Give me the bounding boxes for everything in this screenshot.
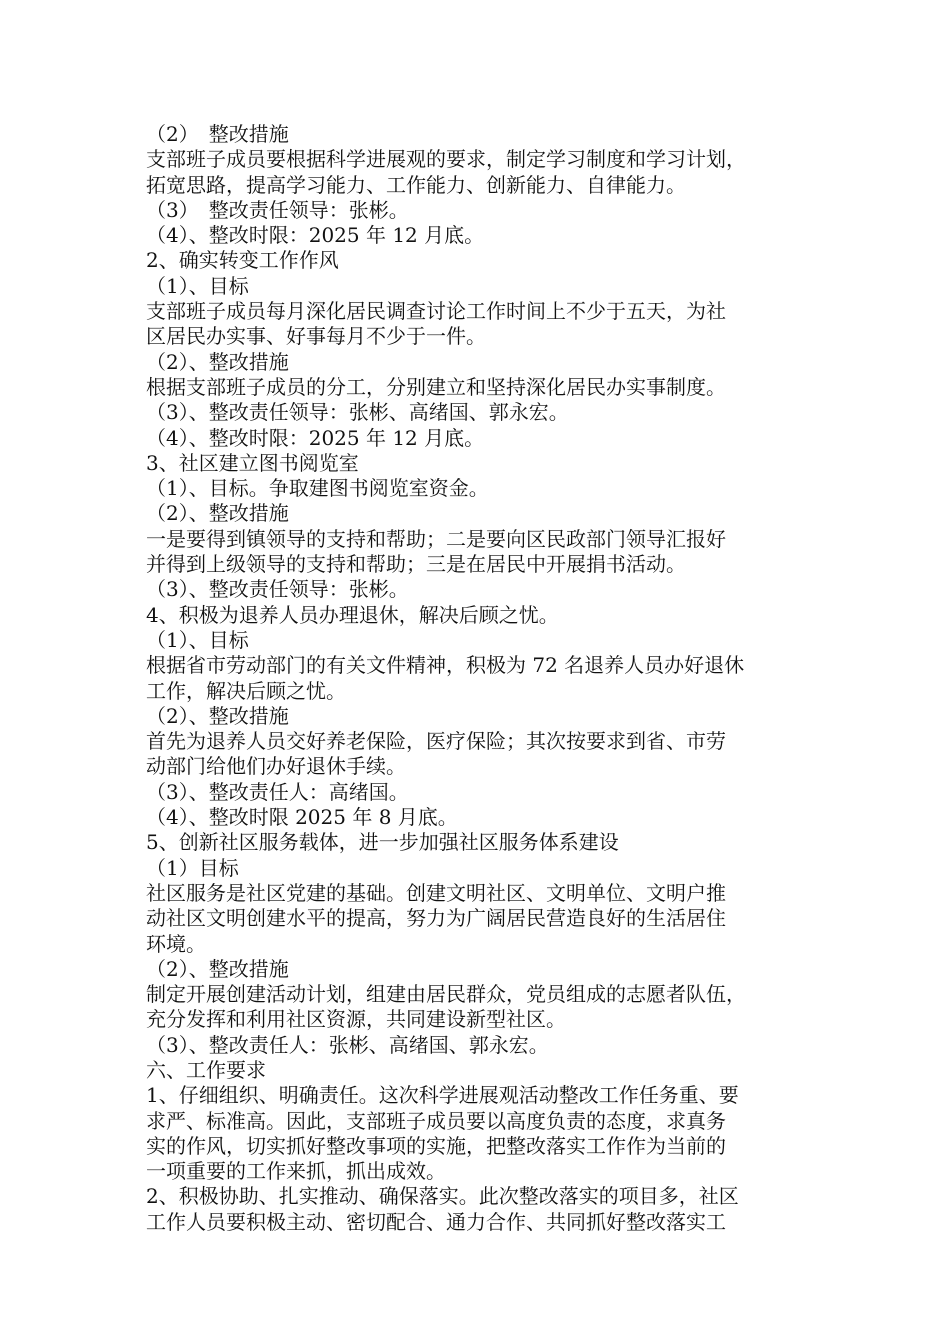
text-line: （3）、整改责任领导：张彬。 bbox=[146, 577, 409, 602]
text-line: （2）、整改措施 bbox=[146, 703, 289, 728]
text-line: （1）、目标 bbox=[146, 627, 249, 652]
text-line: 一是要得到镇领导的支持和帮助；二是要向区民政部门领导汇报好 bbox=[146, 526, 726, 551]
text-line: 首先为退养人员交好养老保险，医疗保险；其次按要求到省、市劳 bbox=[146, 729, 726, 754]
text-line: （4）、整改时限 2025 年 8 月底。 bbox=[146, 805, 458, 830]
text-line: 动部门给他们办好退休手续。 bbox=[146, 754, 406, 779]
text-line: 支部班子成员每月深化居民调查讨论工作时间上不少于五天，为社 bbox=[146, 299, 726, 324]
text-line: （4）、整改时限：2025 年 12 月底。 bbox=[146, 223, 485, 248]
text-line: 并得到上级领导的支持和帮助；三是在居民中开展捐书活动。 bbox=[146, 552, 686, 577]
text-line: 根据支部班子成员的分工，分别建立和坚持深化居民办实事制度。 bbox=[146, 374, 726, 399]
text-line: （3） 整改责任领导：张彬。 bbox=[146, 197, 409, 222]
text-line: 工作，解决后顾之忧。 bbox=[146, 678, 346, 703]
text-line: 区居民办实事、好事每月不少于一件。 bbox=[146, 324, 486, 349]
text-line: 环境。 bbox=[146, 931, 206, 956]
text-line: 2、积极协助、扎实推动、确保落实。此次整改落实的项目多，社区 bbox=[146, 1184, 739, 1209]
text-line: 求严、标准高。因此，支部班子成员要以高度负责的态度，求真务 bbox=[146, 1108, 726, 1133]
text-line: 充分发挥和利用社区资源，共同建设新型社区。 bbox=[146, 1007, 566, 1032]
text-line: 实的作风，切实抓好整改事项的实施，把整改落实工作作为当前的 bbox=[146, 1133, 726, 1158]
text-line: （4）、整改时限：2025 年 12 月底。 bbox=[146, 425, 485, 450]
text-line: （1）目标 bbox=[146, 855, 239, 880]
section-heading: 3、社区建立图书阅览室 bbox=[146, 450, 359, 475]
text-line: 支部班子成员要根据科学进展观的要求，制定学习制度和学习计划， bbox=[146, 147, 746, 172]
text-line: （1）、目标 bbox=[146, 273, 249, 298]
text-line: 拓宽思路，提高学习能力、工作能力、创新能力、自律能力。 bbox=[146, 172, 686, 197]
text-line: 社区服务是社区党建的基础。创建文明社区、文明单位、文明户推 bbox=[146, 880, 726, 905]
text-line: 1、仔细组织、明确责任。这次科学进展观活动整改工作任务重、要 bbox=[146, 1083, 739, 1108]
text-line: 根据省市劳动部门的有关文件精神，积极为 72 名退养人员办好退休 bbox=[146, 653, 745, 678]
section-heading: 4、积极为退养人员办理退休，解决后顾之忧。 bbox=[146, 602, 559, 627]
text-line: （2）、整改措施 bbox=[146, 956, 289, 981]
document-body bbox=[146, 122, 806, 1235]
section-heading: 5、创新社区服务载体，进一步加强社区服务体系建设 bbox=[146, 830, 619, 855]
text-line: （3）、整改责任人：张彬、高绪国、郭永宏。 bbox=[146, 1032, 549, 1057]
section-heading: 2、确实转变工作作风 bbox=[146, 248, 339, 273]
text-line: 一项重要的工作来抓，抓出成效。 bbox=[146, 1159, 446, 1184]
text-line: 制定开展创建活动计划，组建由居民群众，党员组成的志愿者队伍， bbox=[146, 982, 746, 1007]
text-line: （2）、整改措施 bbox=[146, 349, 289, 374]
text-line: 动社区文明创建水平的提高，努力为广阔居民营造良好的生活居住 bbox=[146, 906, 726, 931]
text-line: （3）、整改责任领导：张彬、高绪国、郭永宏。 bbox=[146, 400, 569, 425]
text-line: （2）、整改措施 bbox=[146, 501, 289, 526]
text-line: （3）、整改责任人：高绪国。 bbox=[146, 779, 409, 804]
section-heading: 六、工作要求 bbox=[146, 1057, 266, 1082]
text-line: （2） 整改措施 bbox=[146, 122, 289, 146]
text-line: 工作人员要积极主动、密切配合、通力合作、共同抓好整改落实工 bbox=[146, 1209, 726, 1234]
text-line: （1）、目标。争取建图书阅览室资金。 bbox=[146, 476, 489, 501]
